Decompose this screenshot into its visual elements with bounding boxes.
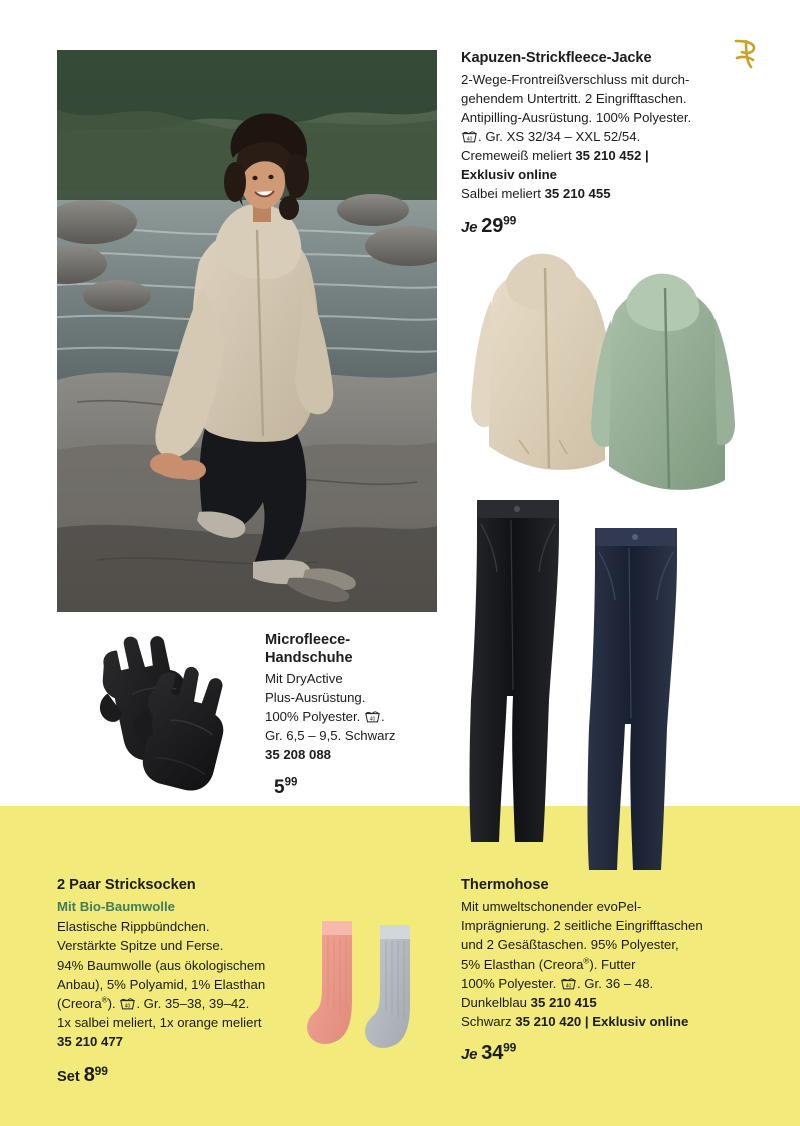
pants-variant2-code: 35 210 420 | — [515, 1014, 593, 1029]
wash-care-icon — [365, 709, 380, 722]
socks-desc-5b: ). — [107, 995, 120, 1011]
svg-text:40: 40 — [125, 1003, 131, 1010]
socks-price — [57, 1061, 292, 1090]
pants-price-cents: 99 — [503, 1040, 517, 1055]
wash-care-icon — [561, 976, 576, 989]
socks-subtitle: Mit Bio-Baumwolle — [57, 899, 175, 915]
socks-code: 35 210 477 — [57, 1034, 124, 1050]
svg-text:40: 40 — [565, 982, 572, 989]
pants-desc-5a: 100% Polyester. — [461, 975, 560, 991]
pants-product-images — [455, 490, 755, 890]
jacket-desc-1: 2-Wege-Frontreißverschluss mit durch- — [461, 72, 690, 87]
pants-desc-1: Mit umweltschonender evoPel- — [461, 899, 642, 915]
pants-variant1-code: 35 210 415 — [530, 994, 597, 1010]
socks-price-cents: 99 — [94, 1064, 108, 1079]
product-block-jacket — [461, 48, 723, 241]
pants-price-value: 34 — [481, 1042, 504, 1065]
socks-title: 2 Paar Stricksocken — [57, 877, 196, 893]
socks-desc-1: Elastische Rippbündchen. — [57, 919, 210, 935]
jacket-variant1-note: Exklusiv online — [461, 167, 558, 182]
jacket-variant1-color: Cremeweiß meliert — [461, 148, 576, 163]
socks-price-prefix: Set — [57, 1069, 84, 1086]
jacket-sizes: . Gr. XS 32/34 – XXL 52/54. — [478, 129, 641, 144]
gloves-title — [265, 631, 455, 668]
wash-care-icon — [120, 996, 135, 1009]
socks-desc-5c: . Gr. 35–38, 39–42. — [136, 995, 250, 1011]
product-block-gloves — [265, 631, 455, 801]
pants-price-prefix: Je — [461, 1046, 482, 1064]
jacket-price-prefix: Je — [461, 219, 482, 236]
wash-care-icon — [462, 129, 477, 142]
jacket-variant2-color: Salbei meliert — [461, 186, 545, 201]
gloves-desc-3-end: . — [380, 708, 385, 724]
product-block-socks — [57, 875, 292, 1090]
hero-lifestyle-photo — [57, 50, 437, 612]
pants-variant2-note: Exklusiv online — [592, 1014, 689, 1029]
socks-desc-6: 1x salbei meliert, 1x orange meliert — [57, 1015, 262, 1030]
pants-desc-4b: ). Futter — [589, 956, 636, 972]
pants-price — [461, 1039, 736, 1068]
pants-variant2-color: Schwarz — [461, 1014, 516, 1029]
gloves-price-value: 5 — [274, 776, 285, 798]
gloves-price-cents: 99 — [284, 776, 298, 789]
pants-desc-2: Imprägnierung. 2 seitliche Eingrifftaschen — [461, 918, 703, 934]
svg-text:40: 40 — [466, 136, 473, 143]
registered-trademark-icon: ® — [583, 956, 590, 966]
pants-desc-3: und 2 Gesäßtaschen. 95% Polyester, — [461, 937, 679, 953]
jacket-variant2-code: 35 210 455 — [544, 186, 611, 201]
jacket-desc-2: gehendem Untertritt. 2 Eingrifftaschen. — [461, 91, 687, 106]
gloves-code: 35 208 088 — [265, 746, 332, 762]
product-block-pants — [461, 875, 736, 1068]
pants-title: Thermohose — [461, 877, 549, 893]
gloves-product-image — [84, 630, 249, 795]
socks-product-image — [300, 915, 430, 1060]
socks-price-value: 8 — [83, 1064, 95, 1087]
jacket-price-value: 29 — [481, 215, 504, 237]
svg-text:40: 40 — [369, 716, 376, 722]
socks-desc-2: Verstärkte Spitze und Ferse. — [57, 938, 224, 954]
jacket-price-cents: 99 — [503, 213, 517, 228]
gloves-desc-3: 100% Polyester. — [265, 708, 364, 724]
gloves-title-line2: Handschuhe — [265, 650, 353, 667]
socks-desc-4: Anbau), 5% Polyamid, 1% Elasthan — [57, 976, 266, 992]
jacket-desc-3: Antipilling-Ausrüstung. 100% Polyester. — [461, 110, 692, 125]
pants-desc-5b: . Gr. 36 – 48. — [576, 975, 654, 991]
gloves-desc-2: Plus-Ausrüstung. — [265, 689, 366, 705]
jacket-variant1-code: 35 210 452 | — [575, 148, 649, 163]
jacket-product-images — [455, 240, 745, 530]
gloves-desc-1: Mit DryActive — [265, 670, 343, 686]
gloves-sizes: Gr. 6,5 – 9,5. Schwarz — [265, 727, 396, 743]
registered-trademark-icon: ® — [101, 995, 108, 1005]
jacket-price — [461, 212, 723, 241]
pants-desc-4a: 5% Elasthan (Creora — [461, 956, 584, 972]
gloves-price — [265, 774, 455, 801]
socks-desc-5a: (Creora — [57, 995, 102, 1011]
tchibo-logo — [726, 34, 766, 74]
socks-desc-3: 94% Baumwolle (aus ökologischem — [57, 957, 266, 973]
pants-variant1-color: Dunkelblau — [461, 994, 531, 1010]
jacket-title: Kapuzen-Strickfleece-Jacke — [461, 50, 652, 66]
gloves-title-line1: Microfleece- — [265, 632, 351, 648]
